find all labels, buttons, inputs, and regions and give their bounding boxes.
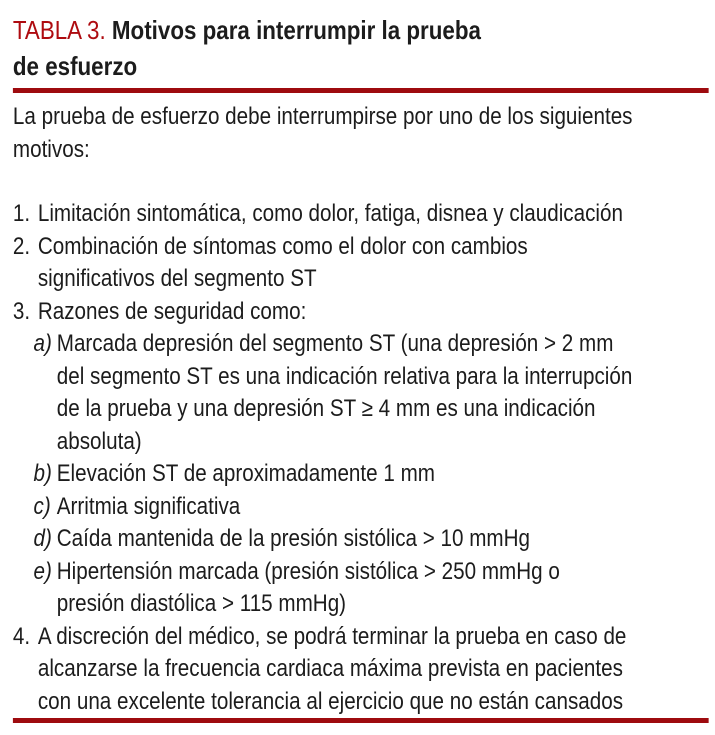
sub-item-a <box>34 328 709 458</box>
item-text-line: con una excelente tolerancia al ejercicio que no están cansados <box>37 687 624 715</box>
sub-item-text-line: presión diastólica > 115 mmHg) <box>56 590 347 617</box>
item-number: 2. <box>12 232 31 260</box>
sub-item-text-line: Marcada depresión del segmento ST (una depresión > 2 mm <box>56 330 614 357</box>
item-text-line: significativos del segmento ST <box>37 265 317 292</box>
intro-line: motivos: <box>12 135 90 163</box>
item-number: 4. <box>12 622 31 650</box>
sub-item-text-line: Hipertensión marcada (presión sistólica > 250 mmHg o <box>56 557 560 585</box>
item-text-line: A discreción del médico, se podrá terminar la prueba en caso de <box>37 622 627 650</box>
sub-item-c <box>34 491 709 524</box>
sub-item-text-line: Elevación ST de aproximadamente 1 mm <box>56 460 435 487</box>
intro-line: La prueba de esfuerzo debe interrumpirse por uno de los siguientes <box>12 103 633 130</box>
sub-item-text-line: del segmento ST es una indicación relativa para la interrupción <box>56 362 633 390</box>
sub-item-letter: a) <box>33 330 52 357</box>
list-item-4 <box>13 621 709 719</box>
item-text-line: Combinación de síntomas como el dolor con cambios <box>37 232 528 260</box>
sub-item-text-line: Caída mantenida de la presión sistólica > 10 mmHg <box>56 525 531 552</box>
intro-paragraph <box>13 101 709 166</box>
sub-item-letter: b) <box>33 460 52 487</box>
table-number-label: TABLA 3. <box>12 15 106 45</box>
sub-item-letter: c) <box>33 492 51 520</box>
table-title-line2: de esfuerzo <box>12 51 138 81</box>
item-text-line: Limitación sintomática, como dolor, fatiga, disnea y claudicación <box>37 200 623 227</box>
item-number: 1. <box>12 200 31 227</box>
sub-item-text-line: absoluta) <box>56 427 142 455</box>
item-number: 3. <box>12 297 31 325</box>
sub-item-b <box>34 458 709 491</box>
list-item-3 <box>13 296 709 329</box>
list-item-1 <box>13 198 709 231</box>
sub-item-e <box>34 556 709 621</box>
item-text-line: Razones de seguridad como: <box>37 297 307 325</box>
sub-item-d <box>34 523 709 556</box>
sub-item-text-line: de la prueba y una depresión ST ≥ 4 mm es una indicación <box>56 395 596 422</box>
top-rule-divider <box>13 88 709 93</box>
sub-item-letter: d) <box>33 525 52 552</box>
table-title-line1: Motivos para interrumpir la prueba <box>111 15 481 45</box>
item-text-line: alcanzarse la frecuencia cardiaca máxima prevista en pacientes <box>37 655 623 682</box>
page-title <box>13 12 709 84</box>
sub-item-text-line: Arritmia significativa <box>56 492 241 520</box>
list-item-2 <box>13 231 709 296</box>
sub-item-letter: e) <box>33 557 52 585</box>
bottom-rule-divider <box>13 718 709 723</box>
table-body <box>13 101 709 718</box>
